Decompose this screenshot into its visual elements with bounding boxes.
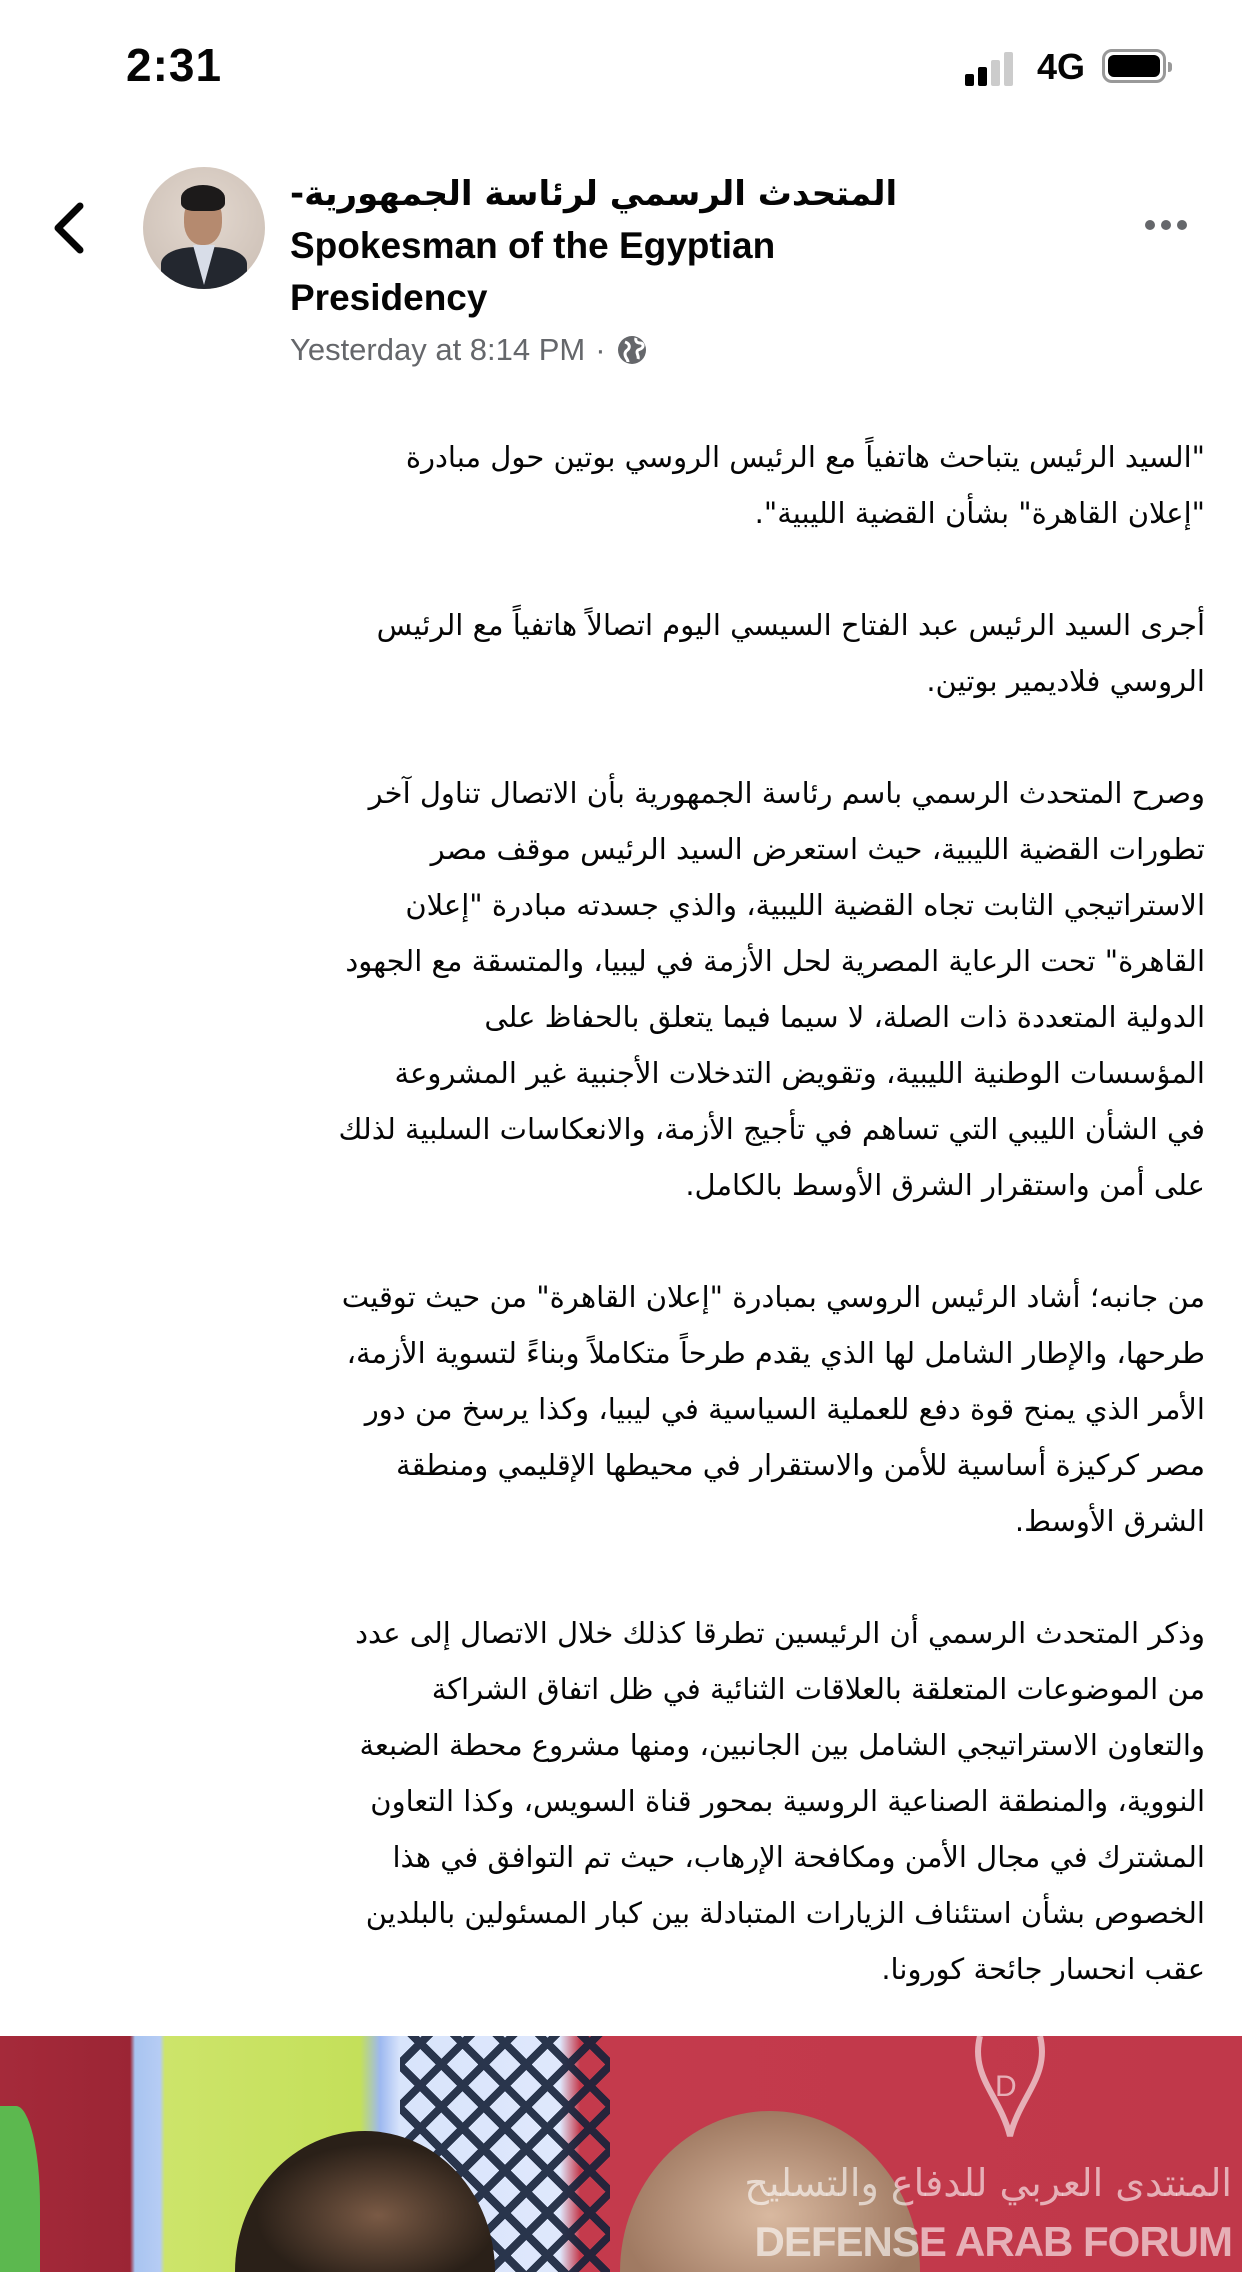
post-text-line: الأمر الذي يمنح قوة دفع للعملية السياسية في ليبيا، وكذا يرسخ من دور [364,1392,1205,1426]
post-text-line: المؤسسات الوطنية الليبية، وتقويض التدخلات الأجنبية غير المشروعة [394,1056,1205,1090]
post-text-line: مصر كركيزة أساسية للأمن والاستقرار في محيطها الإقليمي ومنطقة [396,1448,1205,1482]
post-text-line: "إعلان القاهرة" بشأن القضية الليبية". [754,496,1205,530]
post-text-line: الدولية المتعددة ذات الصلة، لا سيما فيما يتعلق بالحفاظ على [484,1000,1205,1034]
post-text-line: عقب انحسار جائحة كورونا. [881,1952,1205,1986]
post-paragraph [60,765,1205,1213]
separator-dot: · [595,332,606,367]
watermark-english: DEFENSE ARAB FORUM [754,2218,1232,2265]
network-type: 4G [1037,46,1086,87]
svg-text:D: D [995,2070,1017,2103]
page-name-arabic[interactable]: المتحدث الرسمي لرئاسة الجمهورية- [290,174,898,214]
post-text-line: المشترك في مجال الأمن ومكافحة الإرهاب، حيث تم التوافق في هذا [392,1840,1205,1874]
post-paragraph [60,429,1205,541]
post-text-line: من جانبه؛ أشاد الرئيس الروسي بمبادرة "إعلان القاهرة" من حيث توقيت [341,1280,1205,1314]
signal-icon [965,52,1017,86]
flag-green [0,2106,40,2272]
page-name[interactable] [290,168,990,324]
post-text-line: تطورات القضية الليبية، حيث استعرض السيد الرئيس موقف مصر [430,832,1205,866]
avatar[interactable] [143,167,265,289]
battery-icon [1102,49,1166,83]
post-text-line: أجرى السيد الرئيس عبد الفتاح السيسي اليوم اتصالاً هاتفياً مع الرئيس [376,608,1205,642]
post-paragraph [60,597,1205,709]
post-text-line: وصرح المتحدث الرسمي باسم رئاسة الجمهورية بأن الاتصال تناول آخر [368,776,1205,810]
post-meta [290,332,648,368]
post-text-line: في الشأن الليبي التي تساهم في تأجيج الأزمة، والانعكاسات السلبية لذلك [338,1112,1205,1146]
post-text-line: الخصوص بشأن استئناف الزيارات المتبادلة بين كبار المسئولين بالبلدين [365,1896,1205,1930]
back-button[interactable] [48,198,98,258]
post-text-line: على أمن واستقرار الشرق الأوسط بالكامل. [685,1168,1205,1202]
post-text-line: الروسي فلاديمير بوتين. [926,664,1205,698]
watermark-arabic: المنتدى العربي للدفاع والتسليح [744,2161,1232,2205]
page-name-english-line2[interactable]: Presidency [290,277,488,318]
post-text-line: الشرق الأوسط. [1014,1504,1205,1538]
post-photo[interactable] [0,2036,1242,2272]
watermark-logo-icon [960,2036,1060,2146]
ellipsis-dot [1177,220,1187,230]
post-paragraph [60,1605,1205,1997]
post-text [60,429,1205,1997]
page-name-english-line1[interactable]: Spokesman of the Egyptian [290,225,776,266]
post-text-line: الاستراتيجي الثابت تجاه القضية الليبية، والذي جسدته مبادرة "إعلان [405,888,1205,922]
post-text-line: وذكر المتحدث الرسمي أن الرئيسين تطرقا كذلك خلال الاتصال إلى عدد [355,1616,1205,1650]
post-text-line: من الموضوعات المتعلقة بالعلاقات الثنائية في ظل اتفاق الشراكة [431,1672,1205,1706]
post-timestamp[interactable]: Yesterday at 8:14 PM [290,332,586,367]
post-text-line: "السيد الرئيس يتباحث هاتفياً مع الرئيس الروسي بوتين حول مبادرة [405,440,1205,474]
ellipsis-dot [1161,220,1171,230]
more-options-button[interactable] [1145,220,1187,230]
ellipsis-icon [1145,220,1155,230]
post-text-line: النووية، والمنطقة الصناعية الروسية بمحور قناة السويس، وكذا التعاون [370,1784,1205,1818]
chevron-left-icon [48,198,98,258]
globe-icon[interactable] [616,334,648,366]
post-text-line: والتعاون الاستراتيجي الشامل بين الجانبين، ومنها مشروع محطة الضبعة [359,1728,1205,1762]
status-time: 2:31 [126,39,223,91]
post-text-line: القاهرة" تحت الرعاية المصرية لحل الأزمة في ليبيا، والمتسقة مع الجهود [345,944,1205,978]
post-paragraph [60,1269,1205,1549]
post-text-line: طرحها، والإطار الشامل لها الذي يقدم طرحاً متكاملاً وبناءً لتسوية الأزمة، [346,1336,1205,1370]
